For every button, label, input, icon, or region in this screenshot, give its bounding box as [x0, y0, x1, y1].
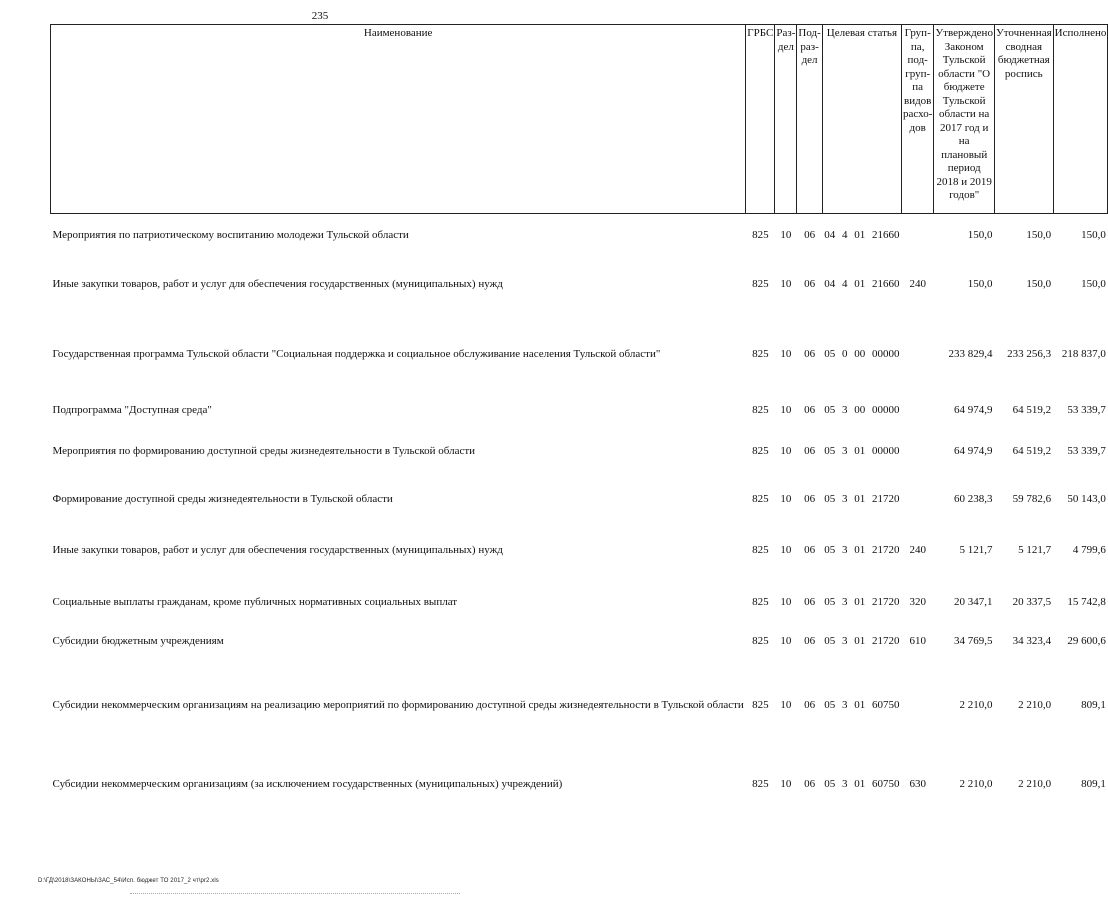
row-podrazdel: 06 [804, 444, 816, 457]
row-razdel: 10 [780, 492, 792, 505]
row-approved: 20 347,1 [953, 595, 993, 608]
row-razdel: 10 [780, 444, 792, 457]
row-podrazdel: 06 [804, 543, 816, 556]
row-razdel: 10 [780, 698, 792, 711]
header-approved: Утверждено Законом Тульской области "О бюджете Тульской области на 2017 год и на плановый период 2018 и 2019 годов" [934, 25, 995, 214]
row-executed: 809,1 [1081, 698, 1106, 711]
row-approved: 2 210,0 [959, 698, 993, 711]
row-executed: 809,1 [1081, 777, 1106, 790]
row-podrazdel: 06 [804, 698, 816, 711]
row-approved: 5 121,7 [959, 543, 993, 556]
row-refined: 2 210,0 [1018, 698, 1052, 711]
row-podrazdel: 06 [804, 347, 816, 360]
row-expense-group: 610 [909, 635, 926, 648]
row-target-article: 05 3 00 00000 [824, 403, 900, 416]
row-podrazdel: 06 [804, 492, 816, 505]
row-razdel: 10 [780, 277, 792, 290]
row-target-article: 04 4 01 21660 [824, 228, 900, 241]
header-name: Наименование [51, 25, 746, 214]
row-name: Социальные выплаты гражданам, кроме публичных нормативных социальных выплат [52, 595, 458, 608]
row-name: Мероприятия по патриотическому воспитанию молодежи Тульской области [52, 228, 409, 241]
row-expense-group: 630 [909, 777, 926, 790]
row-refined: 150,0 [1026, 277, 1052, 290]
row-grbs: 825 [752, 543, 769, 556]
row-refined: 59 782,6 [1012, 492, 1052, 505]
row-executed: 218 837,0 [1061, 347, 1106, 360]
table-body [51, 214, 1108, 818]
row-executed: 150,0 [1081, 228, 1106, 241]
row-approved: 60 238,3 [953, 492, 993, 505]
file-path-footer: D:\ГД\2018\ЗАКОНЫ\ЗАС_54\Исп. бюджет ТО 2017_2 чт\pr2.xls [38, 878, 219, 884]
row-podrazdel: 06 [804, 277, 816, 290]
header-executed: Исполнено [1053, 25, 1108, 214]
row-expense-group [902, 479, 934, 521]
table-row [51, 313, 1108, 397]
row-executed: 29 600,6 [1067, 635, 1106, 648]
header-expense-group: Груп-па, под-груп-па видов расхо-дов [902, 25, 934, 214]
row-expense-group: 320 [909, 595, 926, 608]
row-razdel: 10 [780, 777, 792, 790]
row-approved: 64 974,9 [953, 444, 993, 457]
row-grbs: 825 [752, 698, 769, 711]
row-executed: 50 143,0 [1067, 492, 1106, 505]
header-podrazdel: Под-раз-дел [797, 25, 822, 214]
row-refined: 2 210,0 [1018, 777, 1052, 790]
row-refined: 64 519,2 [1012, 444, 1052, 457]
row-grbs: 825 [752, 347, 769, 360]
row-podrazdel: 06 [804, 403, 816, 416]
table-row [51, 752, 1108, 818]
row-grbs: 825 [752, 403, 769, 416]
row-name: Подпрограмма "Доступная среда" [52, 403, 212, 416]
row-target-article: 04 4 01 21660 [824, 277, 900, 290]
table-row [51, 257, 1108, 313]
scan-artifact-line [130, 893, 460, 894]
row-razdel: 10 [780, 595, 792, 608]
table-row [51, 521, 1108, 581]
row-target-article: 05 3 01 60750 [824, 698, 900, 711]
row-razdel: 10 [780, 347, 792, 360]
row-expense-group [902, 397, 934, 425]
row-refined: 5 121,7 [1018, 543, 1052, 556]
table-row [51, 397, 1108, 425]
row-grbs: 825 [752, 228, 769, 241]
row-name: Субсидии бюджетным учреждениям [52, 635, 224, 648]
row-grbs: 825 [752, 492, 769, 505]
row-executed: 4 799,6 [1072, 543, 1106, 556]
header-grbs: ГРБС [746, 25, 775, 214]
row-refined: 150,0 [1026, 228, 1052, 241]
budget-table [50, 24, 1108, 818]
table-row [51, 625, 1108, 660]
row-refined: 64 519,2 [1012, 403, 1052, 416]
row-target-article: 05 3 01 21720 [824, 635, 900, 648]
row-executed: 53 339,7 [1067, 403, 1106, 416]
row-refined: 34 323,4 [1012, 635, 1052, 648]
page-number: 235 [311, 10, 329, 22]
row-approved: 233 829,4 [948, 347, 993, 360]
row-podrazdel: 06 [804, 777, 816, 790]
row-razdel: 10 [780, 635, 792, 648]
table-row [51, 214, 1108, 257]
table-row [51, 425, 1108, 479]
table-row [51, 660, 1108, 752]
row-grbs: 825 [752, 444, 769, 457]
row-name: Субсидии некоммерческим организациям на реализацию мероприятий по формированию доступной среды жизнедеятельности в Тульской области [52, 698, 744, 711]
row-approved: 34 769,5 [953, 635, 993, 648]
row-executed: 15 742,8 [1067, 595, 1106, 608]
row-name: Формирование доступной среды жизнедеятельности в Тульской области [52, 492, 393, 505]
header-razdel: Раз-дел [775, 25, 797, 214]
row-razdel: 10 [780, 228, 792, 241]
row-podrazdel: 06 [804, 635, 816, 648]
row-target-article: 05 3 01 21720 [824, 543, 900, 556]
header-target-article: Целевая статья [822, 25, 901, 214]
row-expense-group: 240 [909, 543, 926, 556]
row-expense-group: 240 [909, 277, 926, 290]
row-expense-group [902, 660, 934, 752]
row-razdel: 10 [780, 403, 792, 416]
row-razdel: 10 [780, 543, 792, 556]
row-expense-group [902, 425, 934, 479]
row-podrazdel: 06 [804, 228, 816, 241]
row-name: Государственная программа Тульской области "Социальная поддержка и социальное обслуживание населения Тульской области" [52, 347, 661, 360]
row-executed: 150,0 [1081, 277, 1106, 290]
row-expense-group [902, 313, 934, 397]
row-grbs: 825 [752, 595, 769, 608]
row-grbs: 825 [752, 277, 769, 290]
row-refined: 233 256,3 [1007, 347, 1052, 360]
row-name: Иные закупки товаров, работ и услуг для обеспечения государственных (муниципальных) нужд [52, 277, 503, 290]
row-target-article: 05 3 01 21720 [824, 492, 900, 505]
row-approved: 2 210,0 [959, 777, 993, 790]
row-target-article: 05 3 01 60750 [824, 777, 900, 790]
row-target-article: 05 3 01 21720 [824, 595, 900, 608]
row-grbs: 825 [752, 635, 769, 648]
row-approved: 64 974,9 [953, 403, 993, 416]
row-target-article: 05 0 00 00000 [824, 347, 900, 360]
row-target-article: 05 3 01 00000 [824, 444, 900, 457]
row-grbs: 825 [752, 777, 769, 790]
row-name: Иные закупки товаров, работ и услуг для обеспечения государственных (муниципальных) нужд [52, 543, 503, 556]
row-approved: 150,0 [967, 228, 993, 241]
row-name: Субсидии некоммерческим организациям (за исключением государственных (муниципальных) учреждений) [52, 777, 563, 790]
row-expense-group [902, 214, 934, 257]
row-executed: 53 339,7 [1067, 444, 1106, 457]
row-podrazdel: 06 [804, 595, 816, 608]
header-refined: Уточненная сводная бюджетная роспись [994, 25, 1053, 214]
row-approved: 150,0 [967, 277, 993, 290]
row-name: Мероприятия по формированию доступной среды жизнедеятельности в Тульской области [52, 444, 476, 457]
table-header-row [51, 25, 1108, 214]
row-refined: 20 337,5 [1012, 595, 1052, 608]
table-row [51, 581, 1108, 625]
table-row [51, 479, 1108, 521]
